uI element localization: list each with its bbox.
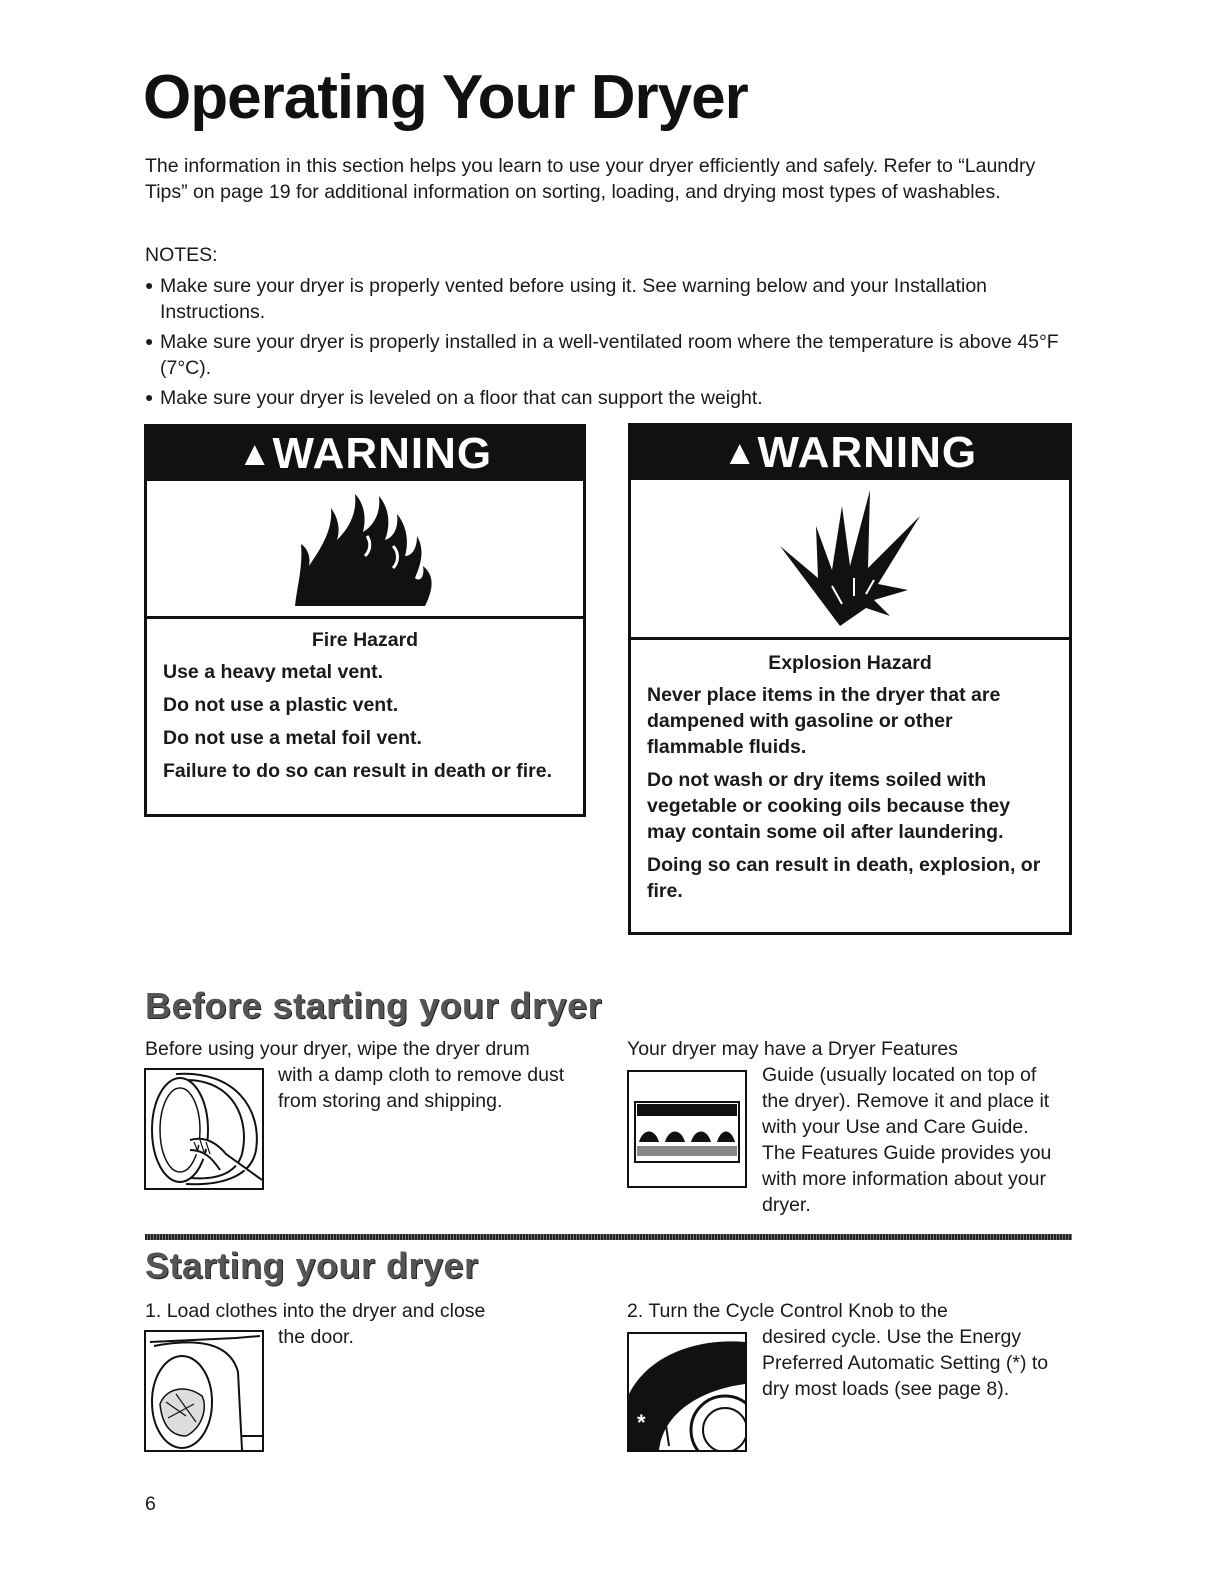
cycle-knob-illustration	[627, 1332, 747, 1452]
warning-line: Failure to do so can result in death or fire.	[163, 760, 552, 782]
notes-heading: NOTES:	[145, 244, 218, 266]
load-clothes-illustration	[144, 1330, 264, 1452]
step-2-text: 2. Turn the Cycle Control Knob to the	[627, 1300, 948, 1322]
before-right-text: Your dryer may have a Dryer Features	[627, 1038, 958, 1060]
step-2-text-cont: desired cycle. Use the Energy Preferred Automatic Setting (*) to dry most loads (see page 8).	[762, 1326, 1049, 1400]
hazard-title: Explosion Hazard	[768, 652, 932, 674]
before-right-text-cont: Guide (usually located on top of the dryer). Remove it and place it with your Use and Care Guide. The Features Guide provides you with more information about your dryer.	[762, 1064, 1052, 1216]
explosion-warning-box	[628, 423, 1072, 935]
load-clothes-icon	[146, 1332, 262, 1450]
warning-header: ▲WARNING	[631, 426, 1069, 480]
features-guide-illustration	[627, 1070, 747, 1188]
features-guide-icon	[629, 1072, 745, 1186]
fire-icon	[275, 486, 455, 611]
warning-triangle-icon: ▲	[722, 434, 758, 472]
step-number: 2.	[627, 1300, 644, 1322]
page-number: 6	[145, 1493, 156, 1515]
warning-line: Doing so can result in death, explosion, or fire.	[647, 854, 1041, 902]
note-item: ● Make sure your dryer is leveled on a floor that can support the weight.	[145, 384, 1080, 411]
before-starting-heading: Before starting your dryer	[145, 985, 603, 1026]
fire-warning-text	[147, 619, 583, 784]
note-item: ● Make sure your dryer is properly installed in a well-ventilated room where the temperature is above 45°F (7°C).	[145, 328, 1080, 381]
section-divider	[145, 1234, 1072, 1240]
bullet-icon: ●	[145, 277, 154, 293]
explosion-icon-area	[631, 480, 1069, 640]
svg-text:*: *	[637, 1410, 646, 1435]
before-left-text: Before using your dryer, wipe the dryer drum	[145, 1038, 530, 1060]
warning-header: ▲WARNING	[147, 427, 583, 481]
warning-line: Do not use a metal foil vent.	[163, 727, 422, 749]
dryer-drum-illustration	[144, 1068, 264, 1190]
starting-heading: Starting your dryer	[145, 1245, 479, 1286]
step-1-text: 1. Load clothes into the dryer and close	[145, 1300, 486, 1322]
warning-line: Never place items in the dryer that are dampened with gasoline or other flammable fluids.	[647, 684, 1001, 758]
warning-line: Do not use a plastic vent.	[163, 694, 399, 716]
notes-list	[145, 272, 1080, 414]
step-number: 1.	[145, 1300, 162, 1322]
note-item: ● Make sure your dryer is properly vented before using it. See warning below and your Installation Instructions.	[145, 272, 1080, 325]
hazard-title: Fire Hazard	[311, 629, 419, 651]
cycle-knob-icon	[629, 1334, 745, 1450]
fire-icon-area	[147, 481, 583, 619]
wipe-drum-icon	[146, 1070, 262, 1188]
step-1-text-cont: the door.	[278, 1326, 354, 1348]
explosion-warning-text	[631, 640, 1069, 904]
warning-triangle-icon: ▲	[237, 435, 273, 473]
warning-line: Do not wash or dry items soiled with vegetable or cooking oils because they may contain some oil after laundering.	[647, 769, 1011, 843]
bullet-icon: ●	[145, 333, 154, 349]
explosion-icon	[770, 486, 930, 631]
bullet-icon: ●	[145, 389, 154, 405]
intro-paragraph: The information in this section helps you learn to use your dryer efficiently and safely. Refer to “Laundry Tips” on page 19 for additional information on sorting, loading, and drying most types of washables.	[145, 155, 1036, 203]
page-title: Operating Your Dryer	[143, 63, 748, 132]
before-left-text-cont: with a damp cloth to remove dust from storing and shipping.	[278, 1064, 565, 1112]
fire-warning-box	[144, 424, 586, 817]
warning-line: Use a heavy metal vent.	[163, 661, 384, 683]
